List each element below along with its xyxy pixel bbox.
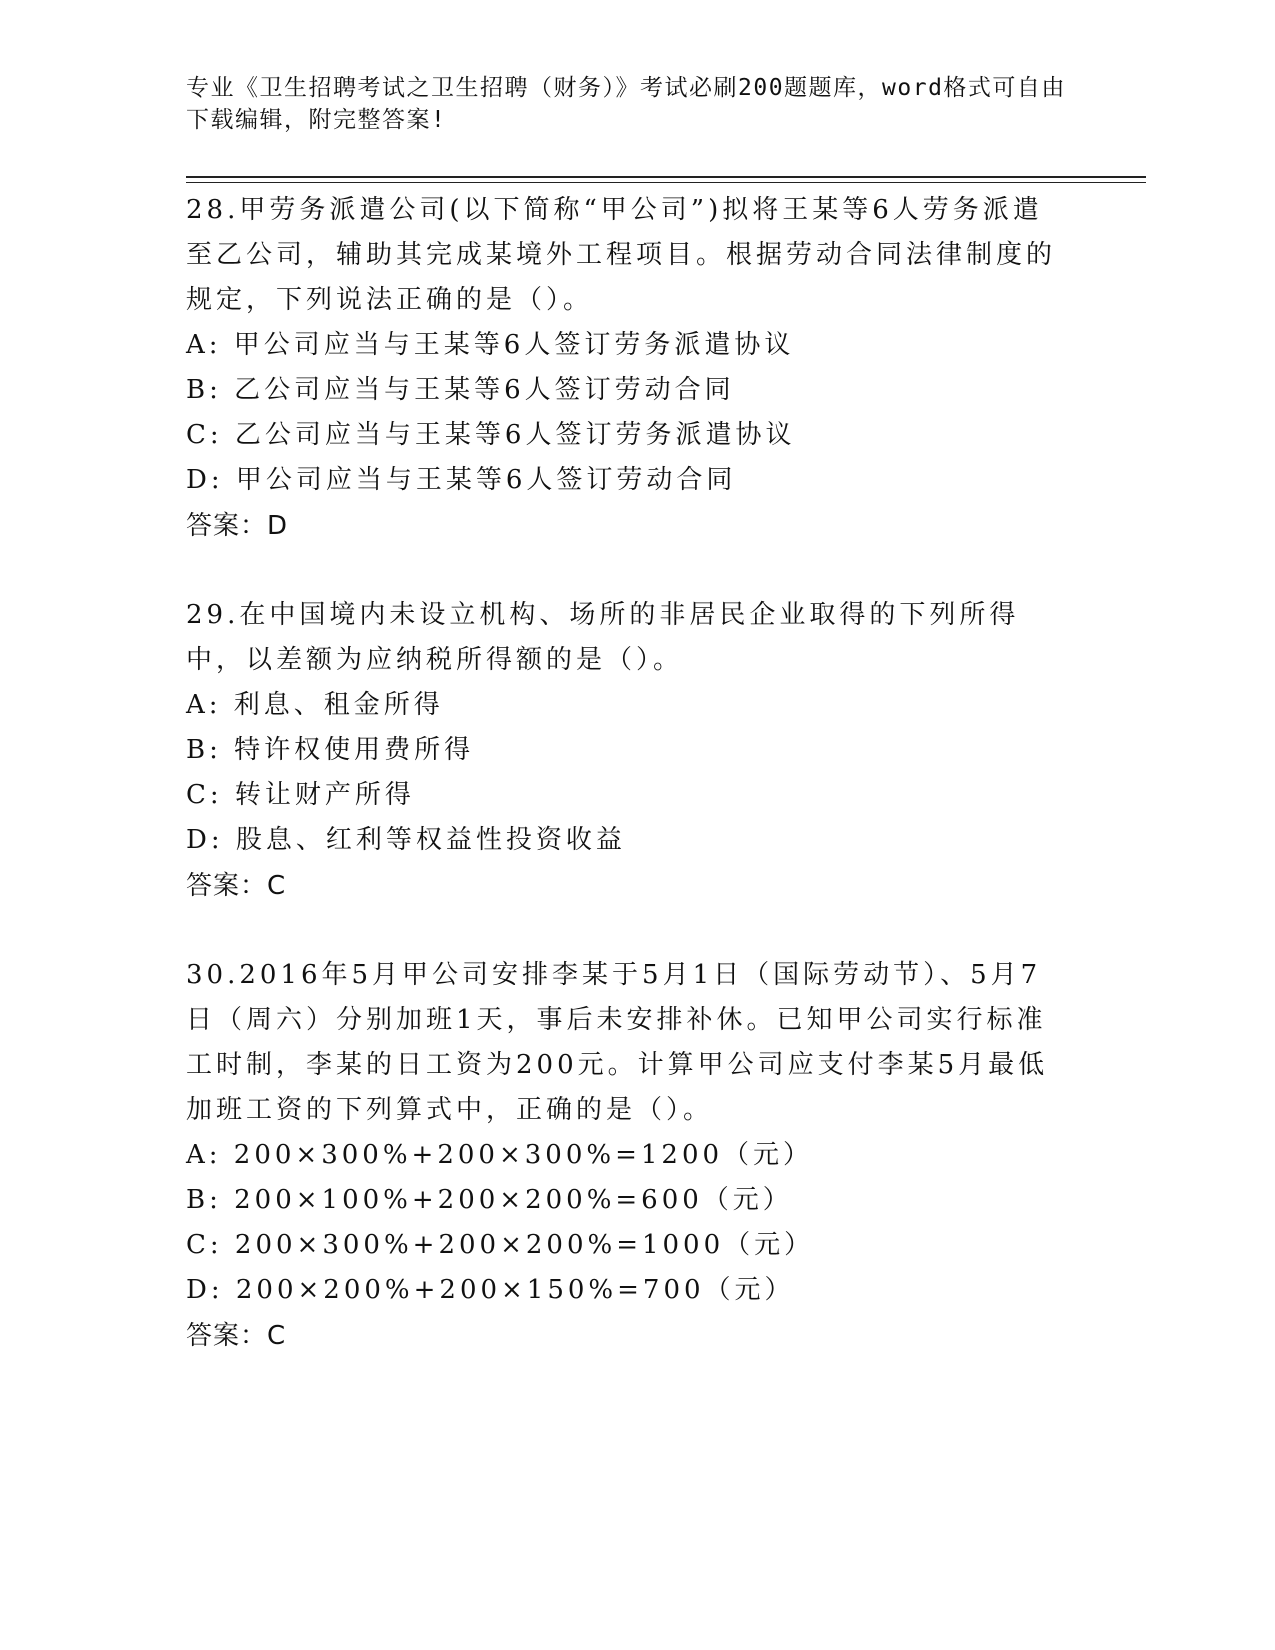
option-a: A: 甲公司应当与王某等6人签订劳务派遣协议 [186, 330, 795, 360]
option-b: B: 乙公司应当与王某等6人签订劳动合同 [186, 375, 735, 405]
question-stem: 30.2016年5月甲公司安排李某于5月1日（国际劳动节）、5月7日（周六）分别加班1天，事后未安排补休。已知甲公司实行标准工时制，李某的日工资为200元。计算甲公司应支付李某5月最低加班工资的下列算式中，正确的是（）。 [186, 960, 1049, 1125]
option-d: D: 股息、红利等权益性投资收益 [186, 825, 626, 855]
answer-line: 答案：D [186, 511, 289, 541]
option-b: B: 200×100%+200×200%=600（元） [186, 1185, 793, 1215]
option-d: D: 甲公司应当与王某等6人签订劳动合同 [186, 465, 737, 495]
question-29 [186, 593, 1066, 909]
question-30 [186, 953, 1066, 1359]
header-divider-thick [186, 176, 1146, 178]
option-c: C: 转让财产所得 [186, 780, 415, 810]
document-header: 专业《卫生招聘考试之卫生招聘（财务）》考试必刷200题题库，word格式可自由下载编辑，附完整答案! [186, 75, 1066, 133]
answer-line: 答案：C [186, 1321, 287, 1351]
header-divider-thin [186, 182, 1146, 183]
question-list [186, 188, 1066, 1403]
answer-line: 答案：C [186, 871, 287, 901]
question-28 [186, 188, 1066, 549]
option-d: D: 200×200%+200×150%=700（元） [186, 1275, 795, 1305]
option-a: A: 利息、租金所得 [186, 690, 444, 720]
option-a: A: 200×300%+200×300%=1200（元） [186, 1140, 814, 1170]
question-stem: 29.在中国境内未设立机构、场所的非居民企业取得的下列所得中，以差额为应纳税所得额的是（）。 [186, 600, 1020, 675]
question-stem: 28.甲劳务派遣公司(以下简称“甲公司”)拟将王某等6人劳务派遣至乙公司，辅助其完成某境外工程项目。根据劳动合同法律制度的规定，下列说法正确的是（）。 [186, 195, 1057, 315]
option-b: B: 特许权使用费所得 [186, 735, 475, 765]
option-c: C: 200×300%+200×200%=1000（元） [186, 1230, 815, 1260]
option-c: C: 乙公司应当与王某等6人签订劳务派遣协议 [186, 420, 796, 450]
